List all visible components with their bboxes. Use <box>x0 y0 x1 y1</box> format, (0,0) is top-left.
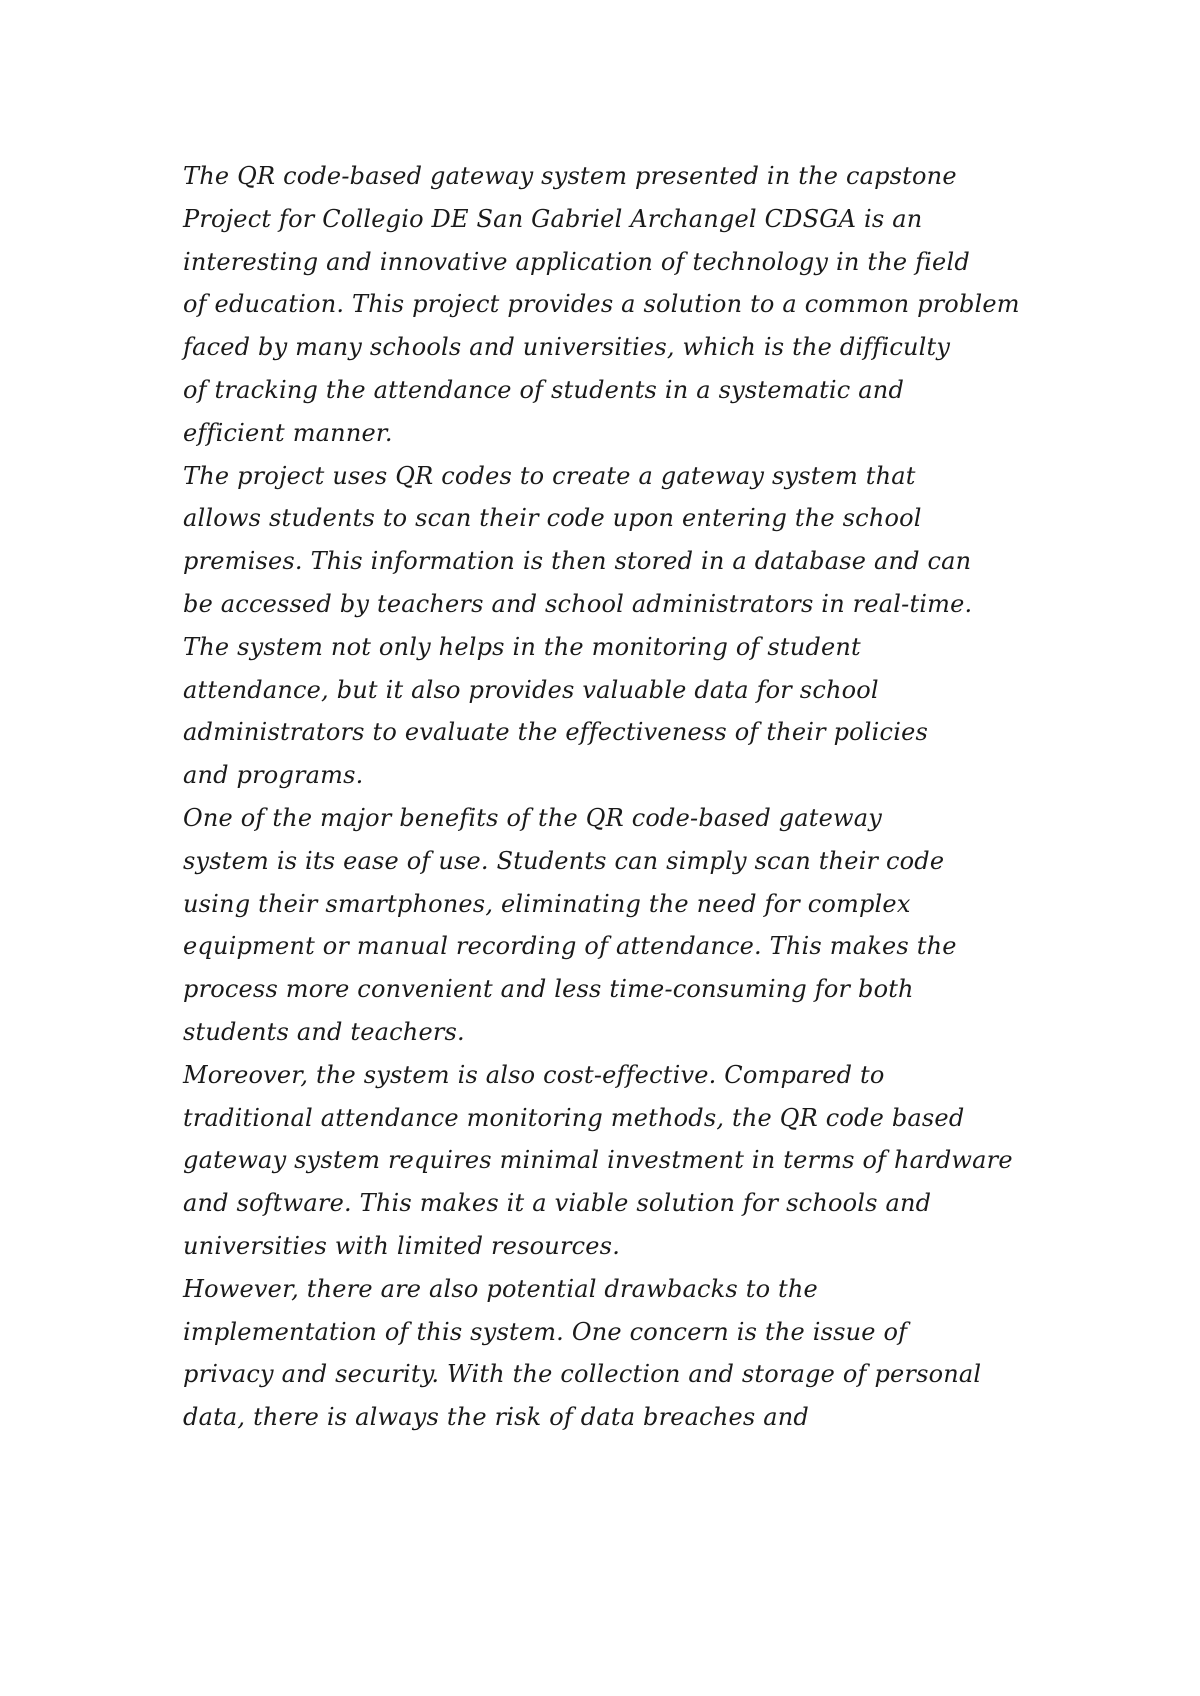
text-line: and programs. <box>183 761 364 790</box>
text-line: system is its ease of use. Students can simply scan their code <box>183 846 945 875</box>
text-line: students and teachers. <box>183 1017 465 1046</box>
text-line: attendance, but it also provides valuable data for school <box>183 675 879 704</box>
text-line: faced by many schools and universities, which is the difficulty <box>183 333 951 362</box>
text-line: gateway system requires minimal investment in terms of hardware <box>183 1146 1013 1175</box>
text-line: traditional attendance monitoring methods, the QR code based <box>183 1103 965 1132</box>
text-line: universities with limited resources. <box>183 1231 621 1260</box>
text-line: One of the major benefits of the QR code-based gateway <box>183 803 883 832</box>
text-line: equipment or manual recording of attendance. This makes the <box>183 932 957 961</box>
text-line: However, there are also potential drawbacks to the <box>183 1274 818 1303</box>
text-line: The project uses QR codes to create a gateway system that <box>183 461 916 490</box>
text-line: privacy and security. With the collection and storage of personal <box>183 1360 982 1389</box>
text-line: of tracking the attendance of students in a systematic and <box>183 375 905 404</box>
text-line: The QR code-based gateway system presented in the capstone <box>183 162 957 190</box>
text-line: efficient manner. <box>183 418 393 447</box>
text-line: interesting and innovative application of technology in the field <box>183 247 970 276</box>
text-line: implementation of this system. One concern is the issue of <box>183 1317 908 1346</box>
text-line: data, there is always the risk of data breaches and <box>183 1403 809 1432</box>
text-line: process more convenient and less time-consuming for both <box>183 975 914 1004</box>
text-line: administrators to evaluate the effectiveness of their policies <box>183 718 928 747</box>
text-line: Moreover, the system is also cost-effective. Compared to <box>183 1060 885 1089</box>
text-line: and software. This makes it a viable solution for schools and <box>183 1189 932 1218</box>
text-line: The system not only helps in the monitoring of student <box>183 632 861 661</box>
text-line: using their smartphones, eliminating the need for complex <box>183 889 911 918</box>
text-line: be accessed by teachers and school administrators in real-time. <box>183 589 973 618</box>
handwritten-text-block <box>183 155 1043 1439</box>
text-line: of education. This project provides a solution to a common problem <box>183 290 1020 319</box>
text-line: Project for Collegio DE San Gabriel Archangel CDSGA is an <box>183 204 923 233</box>
text-line: premises. This information is then stored in a database and can <box>183 547 972 576</box>
text-line: allows students to scan their code upon entering the school <box>183 504 922 533</box>
